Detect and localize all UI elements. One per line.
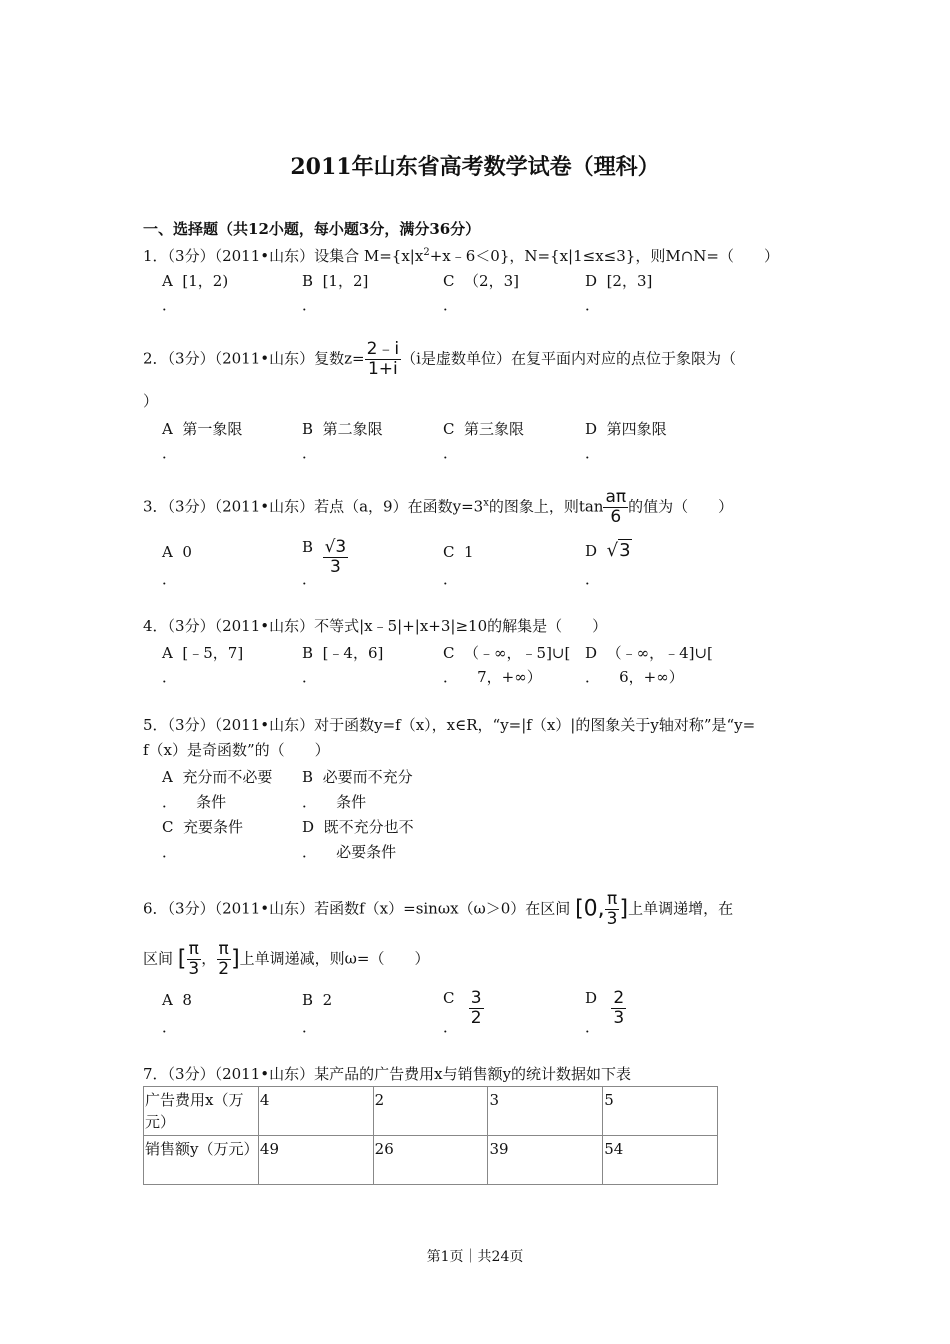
fraction-denominator: 3 <box>613 1008 625 1028</box>
q5-option-b[interactable] <box>302 766 413 787</box>
option-dot: ． <box>162 444 178 462</box>
fraction-numerator: 3 <box>470 988 482 1008</box>
q6-interval1-fraction <box>605 890 620 929</box>
fraction-denominator: 1+i <box>367 359 398 379</box>
option-letter: B <box>302 768 314 786</box>
q6-option-b[interactable] <box>302 991 332 1009</box>
option-letter: A <box>162 420 173 438</box>
question-1 <box>143 242 779 267</box>
option-dot: ． <box>585 668 601 686</box>
sqrt-sign: √ <box>606 540 619 561</box>
option-dot: ． <box>302 570 318 588</box>
option-text: 第三象限 <box>464 420 525 438</box>
option-dot: ． <box>585 1018 601 1036</box>
option-dot: ． <box>162 296 178 314</box>
q6-line2-prefix: 区间 <box>143 949 174 968</box>
option-fraction <box>323 538 349 577</box>
q5-option-a-cont <box>162 791 226 812</box>
option-text-cont: 6，+∞） <box>619 668 684 686</box>
q2-option-b[interactable] <box>302 418 383 439</box>
table-row <box>144 1087 718 1136</box>
q2-option-a[interactable] <box>162 418 242 439</box>
section-heading: 一、选择题（共12小题，每小题3分，满分36分） <box>143 220 481 238</box>
option-text: 第一象限 <box>182 420 243 438</box>
page-footer: 第1页｜共24页 <box>426 1249 524 1265</box>
option-letter: A <box>162 272 173 290</box>
option-dot: ． <box>302 444 318 462</box>
option-letter: B <box>302 538 314 556</box>
fraction-numerator: √3 <box>324 537 347 557</box>
q5-option-a[interactable] <box>162 766 272 787</box>
option-letter: D <box>585 989 598 1007</box>
table-cell: 26 <box>373 1136 488 1185</box>
q3-option-a[interactable] <box>162 543 192 561</box>
option-letter: C <box>443 420 455 438</box>
table-cell: 销售额y（万元） <box>144 1136 259 1185</box>
q5-option-b-cont <box>302 791 366 812</box>
fraction-denominator: 2 <box>470 1008 482 1028</box>
statistics-table <box>143 1086 718 1185</box>
table-cell: 54 <box>603 1136 718 1185</box>
question-5-line2: f（x）是奇函数”的（ ） <box>143 741 330 759</box>
q2-fraction <box>365 340 402 379</box>
question-6-line2 <box>143 940 429 979</box>
fraction-denominator: 2 <box>218 959 230 979</box>
option-text: 既不充分也不 <box>323 818 414 836</box>
radicand: 3 <box>619 540 631 561</box>
option-letter: B <box>302 420 314 438</box>
option-text: [1，2) <box>182 272 229 290</box>
option-letter: B <box>302 991 314 1009</box>
option-letter: D <box>585 272 598 290</box>
q6-prefix: 6．（3分）（2011•山东）若函数f（x）=sinωx（ω＞0）在区间 <box>143 899 571 918</box>
fraction-denominator: 6 <box>610 507 622 527</box>
option-dot: ． <box>302 843 318 861</box>
table-cell: 49 <box>258 1136 373 1185</box>
option-text: 8 <box>182 991 192 1009</box>
fraction-denominator: 3 <box>188 959 200 979</box>
option-fraction <box>611 989 626 1028</box>
table-cell: 5 <box>603 1087 718 1136</box>
option-text: 1 <box>464 543 474 561</box>
option-dot: ． <box>585 296 601 314</box>
question-3 <box>143 488 733 527</box>
q3-fraction <box>603 488 628 527</box>
option-text: 充分而不必要 <box>182 768 273 786</box>
option-text: （﹣∞，﹣5]∪[ <box>464 644 571 662</box>
fraction-numerator: aπ <box>605 487 627 507</box>
option-letter: A <box>162 768 173 786</box>
interval-bracket: ] <box>231 946 240 972</box>
sqrt-expression <box>607 539 632 561</box>
interval-bracket: ] <box>619 896 629 922</box>
option-dot: ． <box>162 793 178 811</box>
q1-option-a[interactable] <box>162 270 228 291</box>
table-cell: 39 <box>488 1136 603 1185</box>
option-text: [1，2] <box>322 272 369 290</box>
q2-line2: ） <box>143 392 159 410</box>
q4-option-a[interactable] <box>162 642 243 663</box>
option-fraction <box>469 989 484 1028</box>
fraction-denominator: 3 <box>329 557 341 577</box>
option-text-cont: 7，+∞） <box>477 668 542 686</box>
q1-option-b[interactable] <box>302 270 368 291</box>
option-letter: D <box>302 818 315 836</box>
fraction-denominator: 3 <box>606 909 618 929</box>
option-letter: D <box>585 420 598 438</box>
q3-option-c[interactable] <box>443 543 474 561</box>
q4-option-b[interactable] <box>302 642 383 663</box>
q5-option-d-cont <box>302 841 396 862</box>
option-letter: A <box>162 543 173 561</box>
option-text-cont: 必要条件 <box>336 843 397 861</box>
q1-option-d[interactable] <box>585 270 652 291</box>
option-text: 2 <box>322 991 333 1009</box>
option-dot: ． <box>302 1018 318 1036</box>
option-letter: C <box>443 644 455 662</box>
option-text: 第四象限 <box>606 420 667 438</box>
option-dot: ． <box>443 668 459 686</box>
q6-interval2-fraction-b <box>216 940 231 979</box>
fraction-numerator: 2﹣i <box>366 339 400 359</box>
option-letter: D <box>585 644 598 662</box>
option-letter: C <box>443 543 455 561</box>
option-text: [﹣5，7] <box>182 644 244 662</box>
interval-bracket: [0, <box>575 896 605 922</box>
table-cell: 3 <box>488 1087 603 1136</box>
q1-prefix: 1．（3分）（2011•山东）设集合 M={x|x <box>143 247 424 265</box>
question-5-line1: 5．（3分）（2011•山东）对于函数y=f（x），x∈R，“y=|f（x）|的图象关于y轴对称”是“y= <box>143 716 756 734</box>
q2-suffix: （i是虚数单位）在复平面内对应的点位于象限为（ <box>401 349 736 368</box>
q4-option-c[interactable] <box>443 642 570 663</box>
question-4: 4．（3分）（2011•山东）不等式|x﹣5|+|x+3|≥10的解集是（ ） <box>143 617 608 635</box>
fraction-numerator: π <box>188 939 199 959</box>
q3-sup: x <box>483 497 489 509</box>
q4-option-c-cont <box>443 666 542 687</box>
fraction-numerator: 2 <box>613 988 625 1008</box>
page-title: 2011年山东省高考数学试卷（理科） <box>290 154 660 180</box>
option-dot: ． <box>302 793 318 811</box>
option-dot: ． <box>585 570 601 588</box>
interval-comma: ， <box>201 949 217 968</box>
q2-prefix: 2．（3分）（2011•山东）复数z= <box>143 349 365 368</box>
table-cell: 4 <box>258 1087 373 1136</box>
q5-option-d[interactable] <box>302 816 414 837</box>
option-letter: C <box>443 989 455 1007</box>
option-letter: A <box>162 644 173 662</box>
q3-option-d[interactable] <box>585 540 632 561</box>
option-letter: D <box>585 542 598 560</box>
option-text: [2，3] <box>606 272 653 290</box>
option-text: [﹣4，6] <box>322 644 384 662</box>
q2-option-c[interactable] <box>443 418 524 439</box>
option-text: （﹣∞，﹣4]∪[ <box>606 644 713 662</box>
question-7: 7．（3分）（2011•山东）某产品的广告费用x与销售额y的统计数据如下表 <box>143 1065 632 1083</box>
option-text-cont: 条件 <box>336 793 367 811</box>
q5-option-c[interactable] <box>162 816 243 837</box>
option-dot: ． <box>443 1018 459 1036</box>
q3-prefix: 3．（3分）（2011•山东）若点（a，9）在函数y=3 <box>143 497 484 516</box>
q6-suffix: 上单调递增，在 <box>628 899 734 918</box>
table-row <box>144 1136 718 1185</box>
interval-bracket: [ <box>177 946 187 972</box>
option-dot: ． <box>162 570 178 588</box>
table-cell: 2 <box>373 1087 488 1136</box>
q4-option-d[interactable] <box>585 642 713 663</box>
question-2 <box>143 340 736 379</box>
option-dot: ． <box>302 668 318 686</box>
option-dot: ． <box>302 296 318 314</box>
q6-line2-suffix: 上单调递减，则ω=（ ） <box>239 949 430 968</box>
q1-sup: 2 <box>423 247 430 258</box>
q3-suffix: 的值为（ ） <box>628 497 734 516</box>
option-text: 第二象限 <box>322 420 383 438</box>
option-text: 必要而不充分 <box>322 768 413 786</box>
option-letter: C <box>443 272 455 290</box>
option-dot: ． <box>443 570 459 588</box>
q1-option-c[interactable] <box>443 270 519 291</box>
option-text-cont: 条件 <box>196 793 227 811</box>
q4-option-d-cont <box>585 666 684 687</box>
option-dot: ． <box>443 296 459 314</box>
option-dot: ． <box>162 843 178 861</box>
q6-interval2-fraction-a <box>186 940 201 979</box>
option-text: 充要条件 <box>183 818 244 836</box>
q6-option-a[interactable] <box>162 991 192 1009</box>
table-cell: 广告费用x（万元） <box>144 1087 259 1136</box>
fraction-numerator: π <box>606 889 618 909</box>
option-letter: C <box>162 818 174 836</box>
fraction-numerator: π <box>218 939 229 959</box>
option-letter: A <box>162 991 173 1009</box>
option-dot: ． <box>585 444 601 462</box>
option-dot: ． <box>443 444 459 462</box>
option-dot: ． <box>162 668 178 686</box>
option-letter: B <box>302 644 314 662</box>
q1-suffix: +x﹣6＜0}，N={x|1≤x≤3}，则M∩N=（ ） <box>429 247 779 265</box>
option-dot: ． <box>162 1018 178 1036</box>
option-text: 0 <box>182 543 192 561</box>
q2-option-d[interactable] <box>585 418 667 439</box>
q3-mid: 的图象上，则tan <box>488 497 604 516</box>
option-letter: B <box>302 272 314 290</box>
question-6-line1 <box>143 890 733 929</box>
option-text: （2，3] <box>464 272 519 290</box>
